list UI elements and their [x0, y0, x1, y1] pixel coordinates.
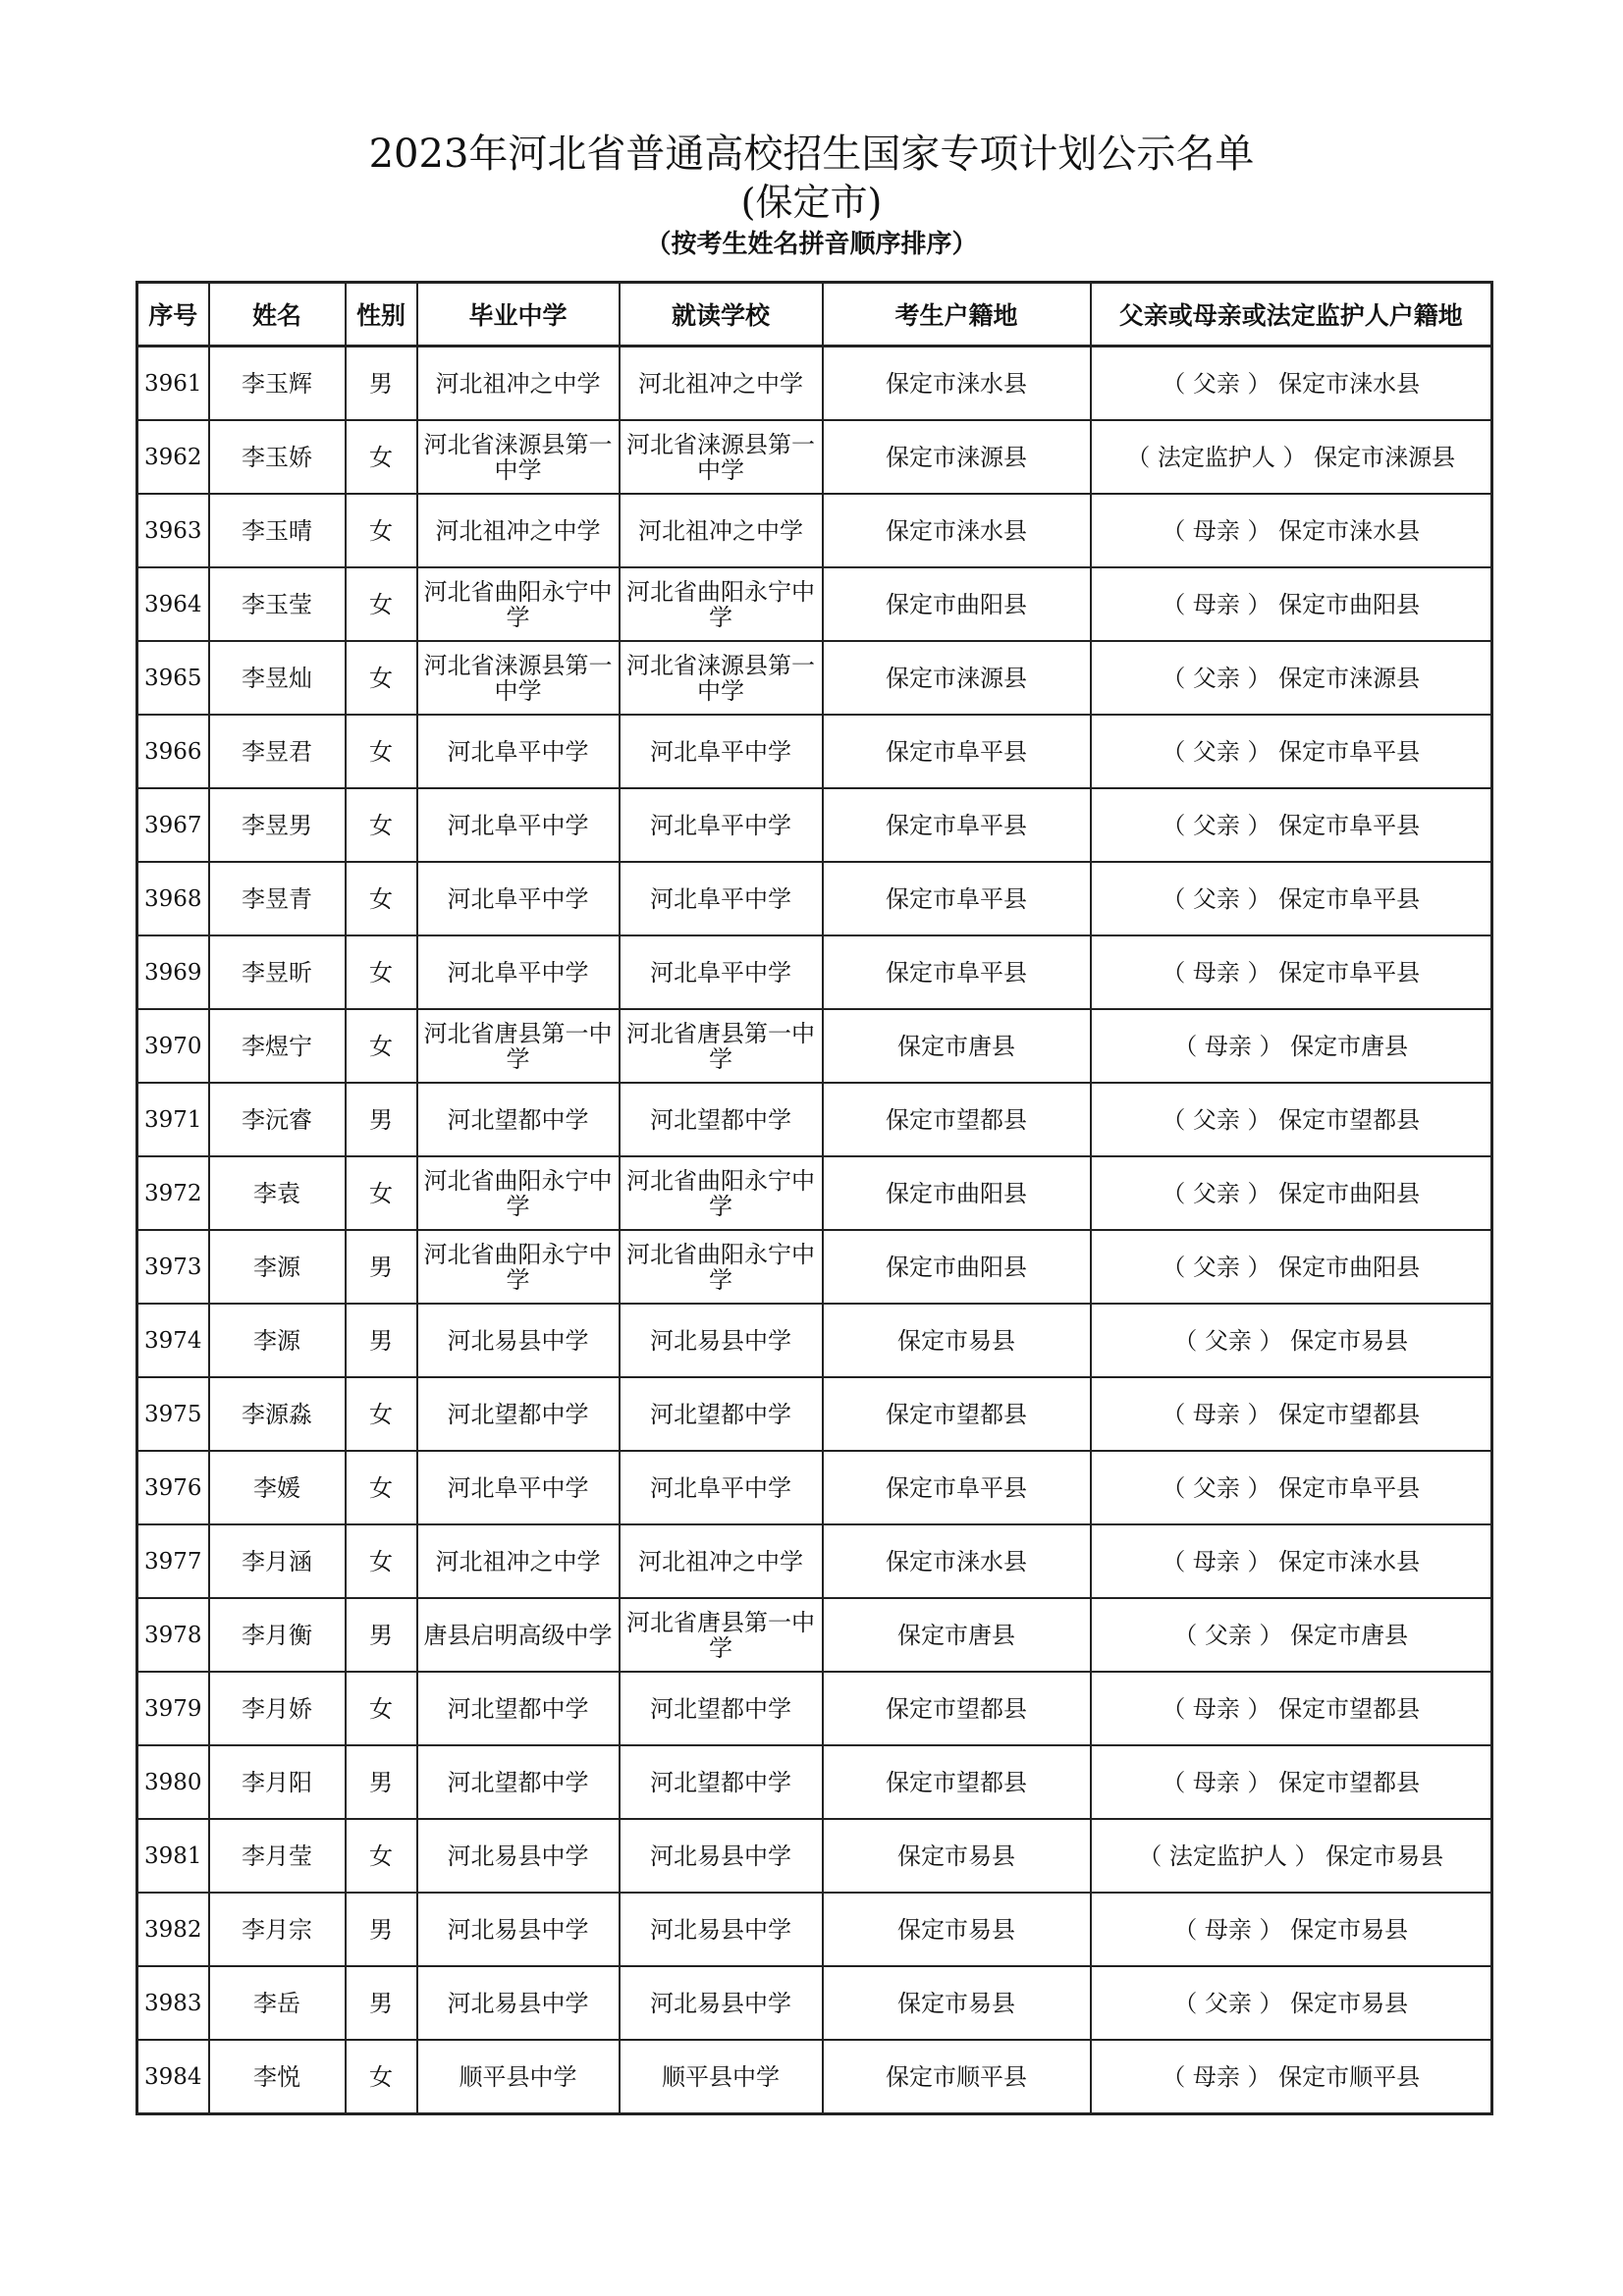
cell-guardian-residence: （ 父亲 ） 保定市易县	[1091, 1304, 1492, 1377]
cell-current-school: 河北阜平中学	[620, 788, 823, 862]
cell-name: 李玉莹	[209, 567, 346, 641]
header-guardian-residence: 父亲或母亲或法定监护人户籍地	[1091, 283, 1492, 347]
header-gender: 性别	[346, 283, 417, 347]
cell-gender: 女	[346, 641, 417, 715]
cell-residence: 保定市望都县	[823, 1745, 1091, 1819]
cell-seq: 3979	[137, 1672, 209, 1745]
cell-name: 李悦	[209, 2040, 346, 2114]
cell-current-school: 河北省唐县第一中学	[620, 1009, 823, 1083]
cell-current-school: 河北望都中学	[620, 1672, 823, 1745]
cell-graduation-school: 顺平县中学	[417, 2040, 620, 2114]
cell-current-school: 河北阜平中学	[620, 715, 823, 788]
cell-seq: 3966	[137, 715, 209, 788]
cell-seq: 3968	[137, 862, 209, 935]
table-row	[137, 1745, 1492, 1819]
cell-graduation-school: 河北祖冲之中学	[417, 347, 620, 421]
cell-current-school: 河北望都中学	[620, 1745, 823, 1819]
table-row	[137, 2040, 1492, 2114]
cell-graduation-school: 河北祖冲之中学	[417, 494, 620, 567]
cell-graduation-school: 河北阜平中学	[417, 935, 620, 1009]
cell-guardian-residence: （ 父亲 ） 保定市易县	[1091, 1966, 1492, 2040]
cell-seq: 3977	[137, 1524, 209, 1598]
cell-residence: 保定市易县	[823, 1893, 1091, 1966]
cell-gender: 女	[346, 494, 417, 567]
cell-current-school: 河北祖冲之中学	[620, 347, 823, 421]
table-row	[137, 1451, 1492, 1524]
cell-name: 李昱男	[209, 788, 346, 862]
cell-name: 李月涵	[209, 1524, 346, 1598]
cell-residence: 保定市涞源县	[823, 420, 1091, 494]
table-row	[137, 494, 1492, 567]
cell-residence: 保定市涞水县	[823, 347, 1091, 421]
cell-gender: 女	[346, 788, 417, 862]
cell-current-school: 河北省唐县第一中学	[620, 1598, 823, 1672]
cell-seq: 3964	[137, 567, 209, 641]
cell-residence: 保定市涞水县	[823, 1524, 1091, 1598]
cell-current-school: 河北易县中学	[620, 1304, 823, 1377]
cell-seq: 3961	[137, 347, 209, 421]
cell-graduation-school: 河北易县中学	[417, 1819, 620, 1893]
table-row	[137, 935, 1492, 1009]
cell-seq: 3965	[137, 641, 209, 715]
cell-guardian-residence: （ 父亲 ） 保定市阜平县	[1091, 788, 1492, 862]
cell-seq: 3963	[137, 494, 209, 567]
cell-current-school: 河北省涞源县第一中学	[620, 641, 823, 715]
cell-name: 李昱灿	[209, 641, 346, 715]
cell-residence: 保定市易县	[823, 1966, 1091, 2040]
cell-gender: 女	[346, 567, 417, 641]
cell-name: 李媛	[209, 1451, 346, 1524]
cell-graduation-school: 河北阜平中学	[417, 788, 620, 862]
document-title: 2023年河北省普通高校招生国家专项计划公示名单	[368, 132, 1255, 177]
document-subtitle: (保定市)	[740, 181, 883, 224]
cell-residence: 保定市曲阳县	[823, 1230, 1091, 1304]
cell-seq: 3976	[137, 1451, 209, 1524]
header-seq: 序号	[137, 283, 209, 347]
header-graduation-school: 毕业中学	[417, 283, 620, 347]
cell-name: 李月衡	[209, 1598, 346, 1672]
cell-graduation-school: 河北易县中学	[417, 1304, 620, 1377]
cell-guardian-residence: （ 父亲 ） 保定市望都县	[1091, 1083, 1492, 1156]
cell-residence: 保定市曲阳县	[823, 1156, 1091, 1230]
cell-name: 李煜宁	[209, 1009, 346, 1083]
cell-residence: 保定市望都县	[823, 1377, 1091, 1451]
table-row	[137, 1893, 1492, 1966]
cell-guardian-residence: （ 父亲 ） 保定市阜平县	[1091, 862, 1492, 935]
cell-name: 李月宗	[209, 1893, 346, 1966]
cell-guardian-residence: （ 母亲 ） 保定市望都县	[1091, 1377, 1492, 1451]
cell-gender: 女	[346, 2040, 417, 2114]
table-row	[137, 1304, 1492, 1377]
cell-residence: 保定市顺平县	[823, 2040, 1091, 2114]
table-row	[137, 862, 1492, 935]
cell-seq: 3973	[137, 1230, 209, 1304]
cell-name: 李源淼	[209, 1377, 346, 1451]
cell-residence: 保定市易县	[823, 1819, 1091, 1893]
cell-guardian-residence: （ 父亲 ） 保定市阜平县	[1091, 715, 1492, 788]
cell-guardian-residence: （ 母亲 ） 保定市涞水县	[1091, 494, 1492, 567]
cell-current-school: 河北阜平中学	[620, 1451, 823, 1524]
table-row	[137, 1156, 1492, 1230]
table-row	[137, 1524, 1492, 1598]
cell-residence: 保定市望都县	[823, 1083, 1091, 1156]
cell-name: 李月娇	[209, 1672, 346, 1745]
table-row	[137, 1083, 1492, 1156]
cell-gender: 男	[346, 1745, 417, 1819]
cell-gender: 女	[346, 1156, 417, 1230]
table-row	[137, 788, 1492, 862]
cell-guardian-residence: （ 母亲 ） 保定市易县	[1091, 1893, 1492, 1966]
header-current-school: 就读学校	[620, 283, 823, 347]
roster-table	[135, 281, 1493, 2115]
cell-gender: 女	[346, 1377, 417, 1451]
cell-name: 李源	[209, 1304, 346, 1377]
cell-graduation-school: 河北省曲阳永宁中学	[417, 1156, 620, 1230]
cell-current-school: 河北易县中学	[620, 1966, 823, 2040]
cell-residence: 保定市易县	[823, 1304, 1091, 1377]
cell-graduation-school: 河北易县中学	[417, 1966, 620, 2040]
cell-current-school: 河北祖冲之中学	[620, 1524, 823, 1598]
cell-guardian-residence: （ 母亲 ） 保定市唐县	[1091, 1009, 1492, 1083]
cell-graduation-school: 河北祖冲之中学	[417, 1524, 620, 1598]
cell-guardian-residence: （ 母亲 ） 保定市阜平县	[1091, 935, 1492, 1009]
cell-name: 李玉娇	[209, 420, 346, 494]
table-row	[137, 347, 1492, 421]
cell-seq: 3980	[137, 1745, 209, 1819]
cell-name: 李月莹	[209, 1819, 346, 1893]
cell-seq: 3978	[137, 1598, 209, 1672]
cell-guardian-residence: （ 母亲 ） 保定市望都县	[1091, 1745, 1492, 1819]
cell-gender: 男	[346, 1230, 417, 1304]
cell-residence: 保定市阜平县	[823, 1451, 1091, 1524]
cell-seq: 3971	[137, 1083, 209, 1156]
header-residence: 考生户籍地	[823, 283, 1091, 347]
table-row	[137, 641, 1492, 715]
cell-current-school: 顺平县中学	[620, 2040, 823, 2114]
cell-current-school: 河北易县中学	[620, 1819, 823, 1893]
cell-gender: 女	[346, 1672, 417, 1745]
cell-current-school: 河北省涞源县第一中学	[620, 420, 823, 494]
cell-residence: 保定市阜平县	[823, 862, 1091, 935]
cell-graduation-school: 河北易县中学	[417, 1893, 620, 1966]
sort-note: （按考生姓名拼音顺序排序）	[645, 230, 978, 259]
table-row	[137, 1377, 1492, 1451]
cell-current-school: 河北省曲阳永宁中学	[620, 567, 823, 641]
table-row	[137, 1009, 1492, 1083]
cell-graduation-school: 河北省曲阳永宁中学	[417, 1230, 620, 1304]
table-row	[137, 420, 1492, 494]
cell-current-school: 河北省曲阳永宁中学	[620, 1230, 823, 1304]
cell-guardian-residence: （ 母亲 ） 保定市望都县	[1091, 1672, 1492, 1745]
cell-name: 李袁	[209, 1156, 346, 1230]
cell-gender: 男	[346, 347, 417, 421]
cell-seq: 3969	[137, 935, 209, 1009]
cell-current-school: 河北望都中学	[620, 1377, 823, 1451]
cell-seq: 3983	[137, 1966, 209, 2040]
cell-graduation-school: 河北望都中学	[417, 1083, 620, 1156]
cell-graduation-school: 河北省涞源县第一中学	[417, 641, 620, 715]
header-name: 姓名	[209, 283, 346, 347]
cell-gender: 女	[346, 1009, 417, 1083]
cell-gender: 男	[346, 1304, 417, 1377]
cell-residence: 保定市阜平县	[823, 715, 1091, 788]
cell-seq: 3984	[137, 2040, 209, 2114]
cell-name: 李玉晴	[209, 494, 346, 567]
table-header-row	[137, 283, 1492, 347]
cell-current-school: 河北阜平中学	[620, 862, 823, 935]
cell-name: 李昱君	[209, 715, 346, 788]
cell-graduation-school: 唐县启明高级中学	[417, 1598, 620, 1672]
cell-gender: 女	[346, 1451, 417, 1524]
cell-gender: 女	[346, 715, 417, 788]
cell-current-school: 河北望都中学	[620, 1083, 823, 1156]
cell-current-school: 河北省曲阳永宁中学	[620, 1156, 823, 1230]
cell-guardian-residence: （ 母亲 ） 保定市曲阳县	[1091, 567, 1492, 641]
cell-name: 李昱青	[209, 862, 346, 935]
cell-graduation-school: 河北望都中学	[417, 1745, 620, 1819]
cell-seq: 3970	[137, 1009, 209, 1083]
cell-residence: 保定市望都县	[823, 1672, 1091, 1745]
cell-graduation-school: 河北省涞源县第一中学	[417, 420, 620, 494]
cell-gender: 女	[346, 935, 417, 1009]
cell-current-school: 河北祖冲之中学	[620, 494, 823, 567]
cell-guardian-residence: （ 父亲 ） 保定市唐县	[1091, 1598, 1492, 1672]
cell-gender: 女	[346, 862, 417, 935]
cell-residence: 保定市阜平县	[823, 935, 1091, 1009]
cell-seq: 3981	[137, 1819, 209, 1893]
cell-residence: 保定市涞水县	[823, 494, 1091, 567]
table-row	[137, 1966, 1492, 2040]
cell-gender: 男	[346, 1083, 417, 1156]
cell-name: 李沅睿	[209, 1083, 346, 1156]
cell-current-school: 河北易县中学	[620, 1893, 823, 1966]
cell-guardian-residence: （ 母亲 ） 保定市顺平县	[1091, 2040, 1492, 2114]
cell-graduation-school: 河北阜平中学	[417, 715, 620, 788]
cell-guardian-residence: （ 父亲 ） 保定市曲阳县	[1091, 1230, 1492, 1304]
cell-guardian-residence: （ 父亲 ） 保定市涞源县	[1091, 641, 1492, 715]
cell-gender: 女	[346, 420, 417, 494]
cell-graduation-school: 河北阜平中学	[417, 862, 620, 935]
cell-guardian-residence: （ 父亲 ） 保定市涞水县	[1091, 347, 1492, 421]
cell-graduation-school: 河北望都中学	[417, 1672, 620, 1745]
cell-name: 李玉辉	[209, 347, 346, 421]
cell-guardian-residence: （ 母亲 ） 保定市涞水县	[1091, 1524, 1492, 1598]
cell-gender: 男	[346, 1893, 417, 1966]
cell-residence: 保定市阜平县	[823, 788, 1091, 862]
table-row	[137, 1672, 1492, 1745]
cell-graduation-school: 河北省唐县第一中学	[417, 1009, 620, 1083]
cell-gender: 女	[346, 1524, 417, 1598]
cell-name: 李昱昕	[209, 935, 346, 1009]
cell-gender: 男	[346, 1598, 417, 1672]
table-row	[137, 1819, 1492, 1893]
cell-residence: 保定市唐县	[823, 1598, 1091, 1672]
cell-name: 李岳	[209, 1966, 346, 2040]
cell-residence: 保定市曲阳县	[823, 567, 1091, 641]
cell-residence: 保定市唐县	[823, 1009, 1091, 1083]
cell-residence: 保定市涞源县	[823, 641, 1091, 715]
cell-name: 李源	[209, 1230, 346, 1304]
cell-guardian-residence: （ 法定监护人 ） 保定市涞源县	[1091, 420, 1492, 494]
cell-guardian-residence: （ 法定监护人 ） 保定市易县	[1091, 1819, 1492, 1893]
cell-graduation-school: 河北省曲阳永宁中学	[417, 567, 620, 641]
cell-guardian-residence: （ 父亲 ） 保定市阜平县	[1091, 1451, 1492, 1524]
cell-current-school: 河北阜平中学	[620, 935, 823, 1009]
table-row	[137, 1598, 1492, 1672]
cell-seq: 3967	[137, 788, 209, 862]
cell-graduation-school: 河北阜平中学	[417, 1451, 620, 1524]
cell-seq: 3972	[137, 1156, 209, 1230]
cell-guardian-residence: （ 父亲 ） 保定市曲阳县	[1091, 1156, 1492, 1230]
cell-seq: 3975	[137, 1377, 209, 1451]
table-row	[137, 1230, 1492, 1304]
cell-name: 李月阳	[209, 1745, 346, 1819]
cell-gender: 女	[346, 1819, 417, 1893]
table-row	[137, 567, 1492, 641]
table-row	[137, 715, 1492, 788]
cell-graduation-school: 河北望都中学	[417, 1377, 620, 1451]
cell-gender: 男	[346, 1966, 417, 2040]
cell-seq: 3982	[137, 1893, 209, 1966]
cell-seq: 3974	[137, 1304, 209, 1377]
cell-seq: 3962	[137, 420, 209, 494]
